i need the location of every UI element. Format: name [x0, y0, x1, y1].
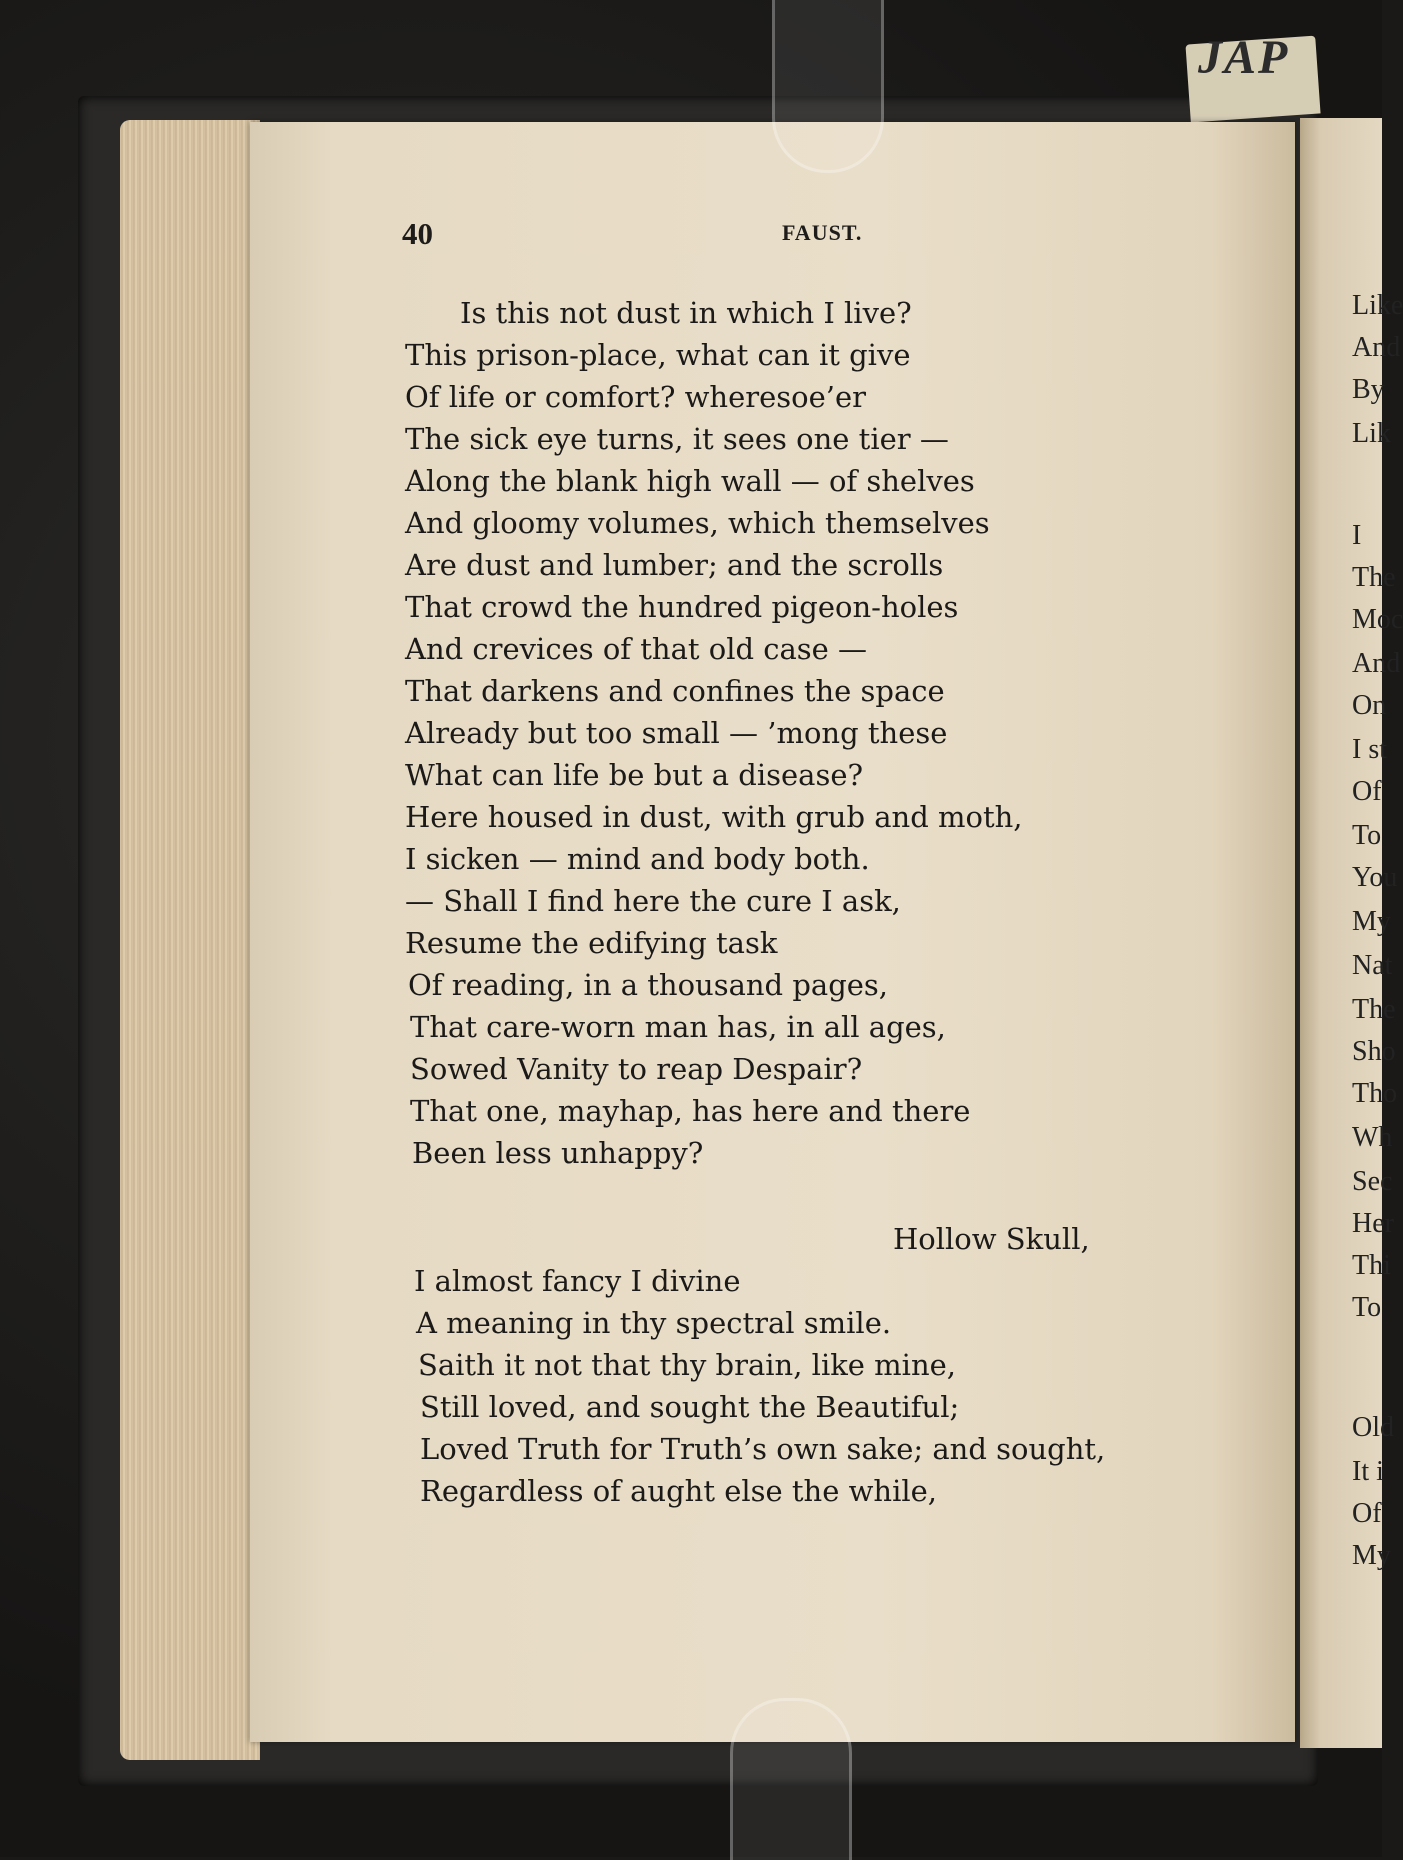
facing-page-line: Sho — [1352, 1036, 1396, 1067]
facing-page-line: The — [1352, 562, 1396, 593]
poem-line: That one, mayhap, has here and there — [410, 1094, 971, 1128]
facing-page-line: Of — [1352, 776, 1382, 807]
facing-page-line: Lik — [1352, 418, 1391, 449]
poem-line: And crevices of that old case — — [405, 632, 868, 666]
facing-page-line: Her — [1352, 1208, 1394, 1239]
tab-label: JAP — [1198, 31, 1290, 84]
poem-line: I sicken — mind and body both. — [405, 842, 870, 876]
poem-line: The sick eye turns, it sees one tier — — [405, 422, 949, 456]
poem-line: Are dust and lumber; and the scrolls — [405, 548, 944, 582]
poem-line: This prison-place, what can it give — [405, 338, 911, 372]
facing-page-line: You — [1352, 862, 1398, 893]
poem-line: Saith it not that thy brain, like mine, — [418, 1348, 957, 1382]
poem-line: I almost fancy I divine — [414, 1264, 741, 1298]
facing-page-line: Old — [1352, 1412, 1394, 1443]
facing-page-line: To — [1352, 1292, 1382, 1323]
facing-page-line: I st — [1352, 734, 1387, 765]
facing-page-line: I — [1352, 520, 1362, 551]
facing-page-line: My — [1352, 906, 1391, 937]
facing-page-line: Like — [1352, 290, 1403, 321]
poem-line: Sowed Vanity to reap Despair? — [410, 1052, 863, 1086]
poem-line: That darkens and confines the space — [405, 674, 945, 708]
page-edges — [120, 120, 260, 1760]
poem-line: Here housed in dust, with grub and moth, — [405, 800, 1023, 834]
page-clip-top — [772, 0, 884, 173]
poem-line: Of life or comfort? wheresoe’er — [405, 380, 867, 414]
facing-page-line: Of — [1352, 1498, 1382, 1529]
poem-line-speaker: Hollow Skull, — [893, 1222, 1090, 1256]
facing-page-line: And — [1352, 648, 1401, 679]
poem-line: Is this not dust in which I live? — [460, 296, 912, 330]
poem-line: And gloomy volumes, which themselves — [405, 506, 990, 540]
facing-page-line: Nat — [1352, 950, 1393, 981]
poem-line: Been less unhappy? — [412, 1136, 704, 1170]
facing-page-line: And — [1352, 332, 1401, 363]
facing-page-line: Thi — [1352, 1250, 1391, 1281]
page-clip-bottom — [730, 1698, 852, 1860]
facing-page-line: It i — [1352, 1456, 1384, 1487]
facing-page-line: By — [1352, 374, 1385, 405]
poem-line: Resume the edifying task — [405, 926, 778, 960]
poem-line: That care-worn man has, in all ages, — [410, 1010, 946, 1044]
facing-page-line: My — [1352, 1540, 1391, 1571]
poem-line: A meaning in thy spectral smile. — [416, 1306, 892, 1340]
facing-page-line: To — [1352, 820, 1382, 851]
facing-page-line: On — [1352, 690, 1387, 721]
poem-line: Loved Truth for Truth’s own sake; and sought, — [420, 1432, 1106, 1466]
poem-line: Regardless of aught else the while, — [420, 1474, 938, 1508]
page-number: 40 — [402, 216, 433, 251]
poem-line: Of reading, in a thousand pages, — [408, 968, 889, 1002]
facing-page-line: Wh — [1352, 1122, 1393, 1153]
poem-line: That crowd the hundred pigeon-holes — [405, 590, 959, 624]
facing-page-line: The — [1352, 994, 1396, 1025]
poem-line: — Shall I find here the cure I ask, — [405, 884, 901, 918]
facing-page-line: Sec — [1352, 1166, 1393, 1197]
facing-page-line: Tho — [1352, 1078, 1398, 1109]
poem-line: Along the blank high wall — of shelves — [405, 464, 975, 498]
poem-line: Already but too small — ’mong these — [405, 716, 948, 750]
facing-page-line: Moc — [1352, 604, 1403, 635]
poem-line: What can life be but a disease? — [405, 758, 864, 792]
poem-line: Still loved, and sought the Beautiful; — [420, 1390, 960, 1424]
running-head: FAUST. — [782, 220, 863, 245]
